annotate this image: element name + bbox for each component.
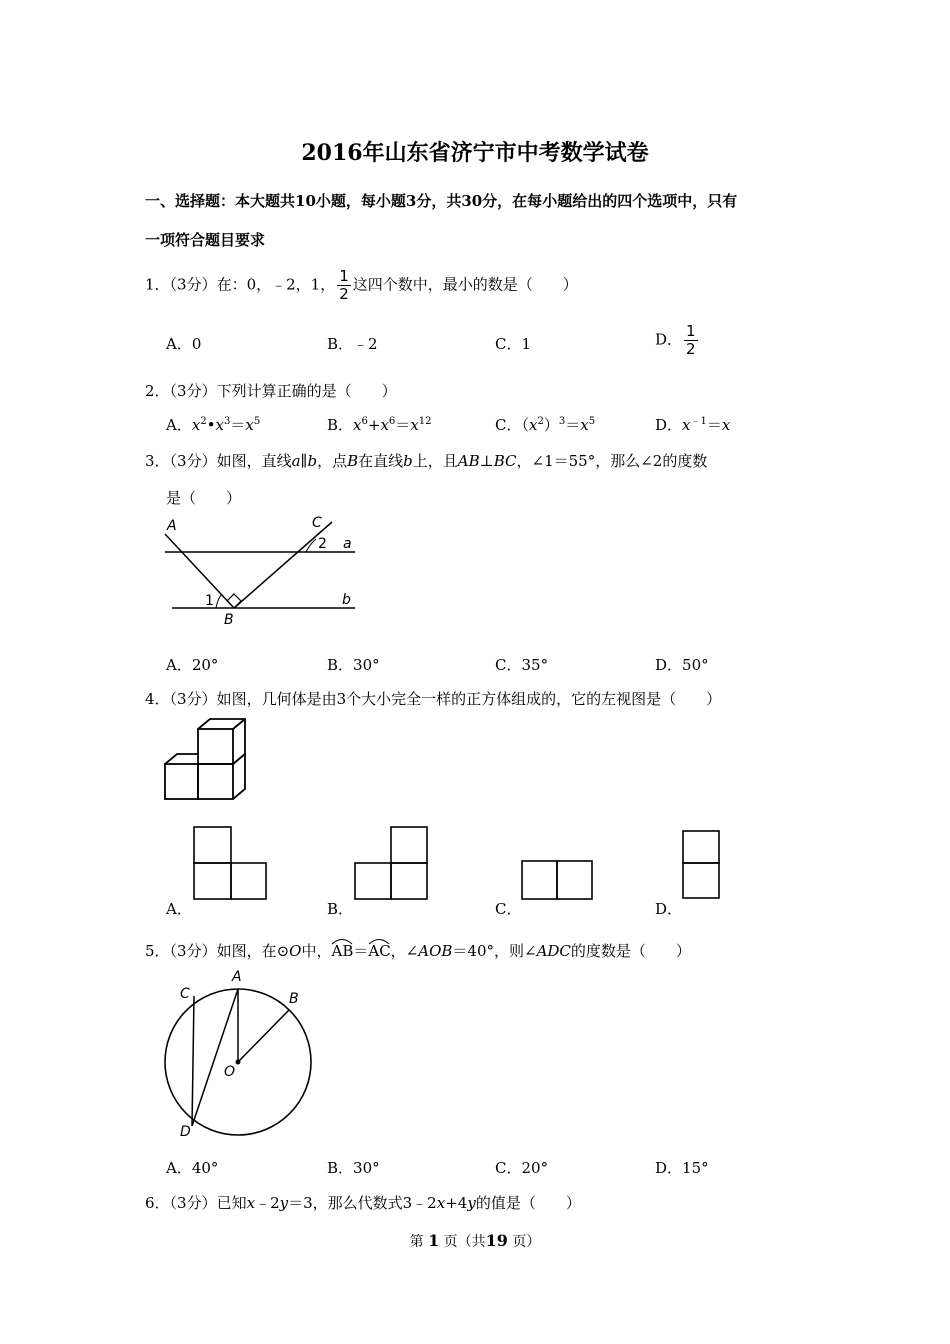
q4-option-c-figure bbox=[521, 860, 595, 902]
option-label: D． bbox=[655, 416, 683, 434]
exp: ﹣1 bbox=[690, 416, 707, 427]
var: x bbox=[245, 416, 254, 434]
arc-ac bbox=[368, 942, 390, 960]
var: O bbox=[289, 942, 302, 960]
q2-option-b bbox=[327, 414, 432, 435]
q5-option-c: C．20° bbox=[495, 1159, 549, 1177]
arc-mark bbox=[331, 937, 353, 945]
label-B: B bbox=[289, 991, 299, 1007]
op: ＝ bbox=[706, 416, 722, 434]
q3-option-b: B．30° bbox=[327, 656, 380, 674]
q4-solid-figure bbox=[163, 717, 248, 805]
text: 的度数是（ ） bbox=[570, 942, 691, 960]
op: ＝ bbox=[230, 416, 246, 434]
label-A: A bbox=[167, 518, 177, 534]
var: x bbox=[721, 416, 731, 434]
option-label: B． bbox=[327, 416, 354, 434]
text: 的值是（ ） bbox=[475, 1194, 581, 1212]
text: ，点 bbox=[317, 452, 348, 470]
op: ⊥ bbox=[479, 452, 494, 470]
question-1-stem bbox=[145, 268, 578, 303]
exp: 5 bbox=[588, 416, 596, 427]
q4-option-a-figure bbox=[193, 826, 269, 902]
op: ﹣2 bbox=[255, 1194, 280, 1212]
fraction bbox=[337, 268, 351, 303]
q1-suffix: 这四个数中，最小的数是（ ） bbox=[352, 275, 578, 294]
page-title: 2016年山东省济宁市中考数学试卷 bbox=[301, 140, 649, 166]
var: y bbox=[467, 1194, 476, 1212]
page-footer bbox=[0, 1231, 950, 1251]
section-heading-line2: 一项符合题目要求 bbox=[145, 231, 266, 249]
var: b bbox=[307, 452, 318, 470]
section-heading-line1: 一、选择题：本大题共10小题，每小题3分，共30分，在每小题给出的四个选项中，只有 bbox=[145, 192, 738, 210]
question-3-stem-line2: 是（ ） bbox=[166, 489, 242, 507]
label-B: B bbox=[224, 612, 234, 628]
text: ，∠ bbox=[390, 942, 419, 960]
exp: 3 bbox=[558, 416, 566, 427]
op: +4 bbox=[445, 1194, 468, 1212]
q1-option-d bbox=[655, 323, 700, 358]
exp: 5 bbox=[253, 416, 261, 427]
q1-option-c: C．1 bbox=[495, 335, 532, 353]
var: BC bbox=[493, 452, 517, 470]
question-2-stem: 2．（3分）下列计算正确的是（ ） bbox=[145, 382, 397, 400]
label-b: b bbox=[342, 592, 351, 608]
question-3-stem-line1 bbox=[145, 450, 707, 471]
var: b bbox=[403, 452, 413, 470]
var: a bbox=[291, 452, 301, 470]
op: • bbox=[206, 416, 216, 434]
var: AOB bbox=[418, 942, 453, 960]
text: 在直线 bbox=[358, 452, 404, 470]
q3-option-d: D．50° bbox=[655, 656, 709, 674]
paren: （ bbox=[521, 416, 529, 434]
label-angle-2: 2 bbox=[318, 536, 327, 552]
var: x bbox=[380, 416, 389, 434]
denominator: 2 bbox=[339, 285, 349, 303]
q2-option-d bbox=[655, 414, 730, 435]
op: ＝ bbox=[353, 942, 369, 960]
option-label: A． bbox=[166, 416, 192, 434]
q5-option-d: D．15° bbox=[655, 1159, 709, 1177]
denominator: 2 bbox=[686, 340, 696, 358]
numerator: 1 bbox=[686, 322, 696, 340]
q5-option-b: B．30° bbox=[327, 1159, 380, 1177]
segment-cd bbox=[192, 996, 194, 1126]
text: 中， bbox=[301, 942, 332, 960]
q3-option-a: A．20° bbox=[166, 656, 219, 674]
q5-figure bbox=[160, 968, 320, 1140]
exp: 3 bbox=[224, 416, 231, 427]
label-C: C bbox=[312, 515, 322, 531]
label-C: C bbox=[180, 986, 190, 1002]
q4-option-d: D． bbox=[655, 900, 683, 918]
center-point bbox=[236, 1060, 241, 1065]
exp: 6 bbox=[388, 416, 396, 427]
page-number: 1 bbox=[428, 1231, 440, 1250]
q1-option-b: B．﹣2 bbox=[327, 335, 378, 353]
text: ＝3，那么代数式3﹣2 bbox=[288, 1194, 437, 1212]
var: x bbox=[215, 416, 225, 434]
q1-prefix: 1．（3分）在：0，﹣2，1， bbox=[145, 275, 336, 294]
segment-ab bbox=[165, 534, 234, 608]
exp: 2 bbox=[537, 416, 544, 427]
q3-figure bbox=[160, 512, 360, 627]
question-6-stem bbox=[145, 1192, 581, 1213]
right-angle-mark bbox=[227, 594, 241, 608]
footer-text: 页（共 bbox=[443, 1234, 486, 1250]
numerator: 1 bbox=[339, 267, 349, 285]
var: x bbox=[580, 416, 589, 434]
exp: 12 bbox=[418, 416, 432, 427]
label-O: O bbox=[224, 1064, 236, 1080]
question-4-stem: 4．（3分）如图，几何体是由3个大小完全一样的正方体组成的，它的左视图是（ ） bbox=[145, 690, 722, 708]
footer-text: 第 bbox=[409, 1234, 424, 1250]
total-pages: 19 bbox=[485, 1231, 508, 1250]
footer-text: 页） bbox=[512, 1234, 541, 1250]
q4-option-b: B． bbox=[327, 900, 354, 918]
exp: 6 bbox=[361, 416, 368, 427]
q2-option-c bbox=[495, 414, 595, 435]
var: AB bbox=[457, 452, 480, 470]
text: ＝40°，则∠ bbox=[452, 942, 537, 960]
q2-option-a bbox=[166, 414, 260, 435]
q5-option-a: A．40° bbox=[166, 1159, 219, 1177]
label-a: a bbox=[343, 536, 352, 552]
q4-option-c: C． bbox=[495, 900, 522, 918]
q3-option-c: C．35° bbox=[495, 656, 549, 674]
var: x bbox=[191, 416, 201, 434]
op: ＝ bbox=[565, 416, 581, 434]
q1-option-a: A．0 bbox=[166, 335, 202, 353]
arc-label: AC bbox=[368, 942, 391, 960]
option-label: D． bbox=[655, 330, 683, 349]
segment-bc bbox=[234, 522, 332, 608]
fraction bbox=[684, 323, 698, 358]
label-angle-1: 1 bbox=[205, 593, 214, 609]
option-label: C． bbox=[495, 416, 522, 434]
segment-ob bbox=[238, 1010, 289, 1062]
arc-ab bbox=[331, 942, 353, 960]
var: x bbox=[410, 416, 419, 434]
text: 3．（3分）如图，直线 bbox=[145, 452, 292, 470]
text: 6．（3分）已知 bbox=[145, 1194, 247, 1212]
segment-ad bbox=[192, 989, 238, 1126]
var: x bbox=[529, 416, 538, 434]
angle-1-arc bbox=[216, 594, 222, 608]
question-5-stem bbox=[145, 940, 691, 961]
op: ＝ bbox=[395, 416, 411, 434]
var: B bbox=[347, 452, 359, 470]
q4-option-d-figure bbox=[682, 830, 722, 902]
var: x bbox=[353, 416, 362, 434]
arc-label: AB bbox=[331, 942, 354, 960]
label-A: A bbox=[232, 969, 242, 985]
var: ADC bbox=[536, 942, 571, 960]
label-D: D bbox=[180, 1124, 191, 1140]
var: x bbox=[436, 1194, 446, 1212]
exp: 2 bbox=[200, 416, 207, 427]
var: y bbox=[279, 1194, 289, 1212]
op: + bbox=[367, 416, 381, 434]
q4-option-a: A． bbox=[166, 900, 192, 918]
text: 5．（3分）如图，在⊙ bbox=[145, 942, 290, 960]
var: x bbox=[246, 1194, 256, 1212]
var: x bbox=[682, 416, 691, 434]
op: ∥ bbox=[300, 452, 308, 470]
q4-option-b-figure bbox=[354, 826, 430, 902]
text: ，∠1＝55°，那么∠2的度数 bbox=[516, 452, 708, 470]
text: 上，且 bbox=[412, 452, 458, 470]
arc-mark bbox=[368, 937, 390, 945]
paren: ） bbox=[543, 416, 559, 434]
